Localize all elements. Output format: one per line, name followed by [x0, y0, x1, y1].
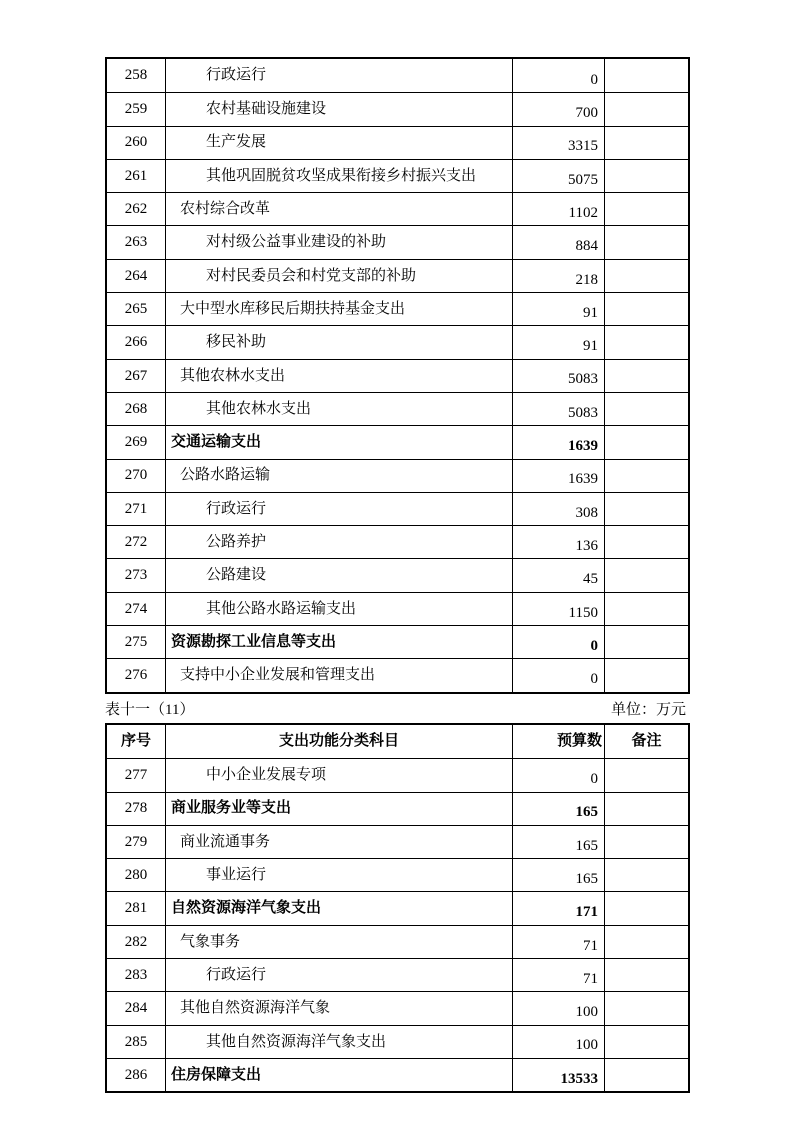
table-row — [107, 558, 688, 591]
row-number: 281 — [124, 900, 148, 917]
row-budget: 100 — [575, 1037, 598, 1054]
row-subject: 自然资源海洋气象支出 — [171, 900, 322, 917]
row-budget: 0 — [590, 637, 598, 654]
row-number: 260 — [124, 134, 148, 151]
row-number-cell — [107, 593, 165, 625]
row-subject: 生产发展 — [206, 134, 267, 151]
row-budget: 71 — [583, 937, 598, 954]
row-subject-cell — [165, 959, 512, 991]
row-budget-cell — [512, 260, 604, 292]
row-note-cell — [604, 1026, 688, 1058]
row-budget-cell — [512, 793, 604, 825]
table-row — [107, 159, 688, 192]
row-budget: 91 — [583, 338, 598, 355]
budget-table-continued — [105, 57, 690, 694]
table-row — [107, 59, 688, 92]
row-number: 270 — [124, 467, 148, 484]
row-note-cell — [604, 59, 688, 92]
row-number: 258 — [124, 67, 148, 84]
row-subject: 交通运输支出 — [171, 434, 262, 451]
row-number: 261 — [124, 167, 148, 184]
row-note-cell — [604, 426, 688, 458]
row-subject-cell — [165, 360, 512, 392]
table-row — [107, 192, 688, 225]
row-subject-cell — [165, 393, 512, 425]
row-number: 269 — [124, 434, 148, 451]
row-number-cell — [107, 659, 165, 691]
row-budget: 0 — [590, 671, 598, 688]
row-subject: 公路养护 — [206, 534, 267, 551]
row-budget: 71 — [583, 970, 598, 987]
row-number-cell — [107, 127, 165, 159]
row-budget: 1639 — [568, 438, 598, 455]
row-number-cell — [107, 260, 165, 292]
row-budget-cell — [512, 326, 604, 358]
table-row — [107, 1058, 688, 1091]
table-row — [107, 359, 688, 392]
row-subject: 事业运行 — [206, 867, 267, 884]
row-subject-cell — [165, 559, 512, 591]
row-budget-cell — [512, 493, 604, 525]
row-budget-cell — [512, 959, 604, 991]
row-number: 273 — [124, 567, 148, 584]
row-subject: 气象事务 — [180, 933, 241, 950]
row-budget: 100 — [575, 1004, 598, 1021]
row-number-cell — [107, 959, 165, 991]
row-subject: 行政运行 — [206, 500, 267, 517]
row-budget: 5083 — [568, 371, 598, 388]
row-number-cell — [107, 626, 165, 658]
row-number: 271 — [124, 500, 148, 517]
row-subject: 公路建设 — [206, 567, 267, 584]
row-budget-cell — [512, 1026, 604, 1058]
row-budget-cell — [512, 193, 604, 225]
row-number: 282 — [124, 933, 148, 950]
table-row — [107, 292, 688, 325]
row-budget: 45 — [583, 571, 598, 588]
row-subject: 中小企业发展专项 — [206, 767, 327, 784]
row-number: 280 — [124, 867, 148, 884]
table-row — [107, 592, 688, 625]
row-budget-cell — [512, 127, 604, 159]
row-note-cell — [604, 793, 688, 825]
budget-table — [105, 723, 690, 1093]
row-number-cell — [107, 193, 165, 225]
row-number-cell — [107, 293, 165, 325]
row-number: 267 — [124, 367, 148, 384]
row-number-cell — [107, 559, 165, 591]
row-budget-cell — [512, 526, 604, 558]
row-note-cell — [604, 260, 688, 292]
table-header-row — [107, 725, 688, 758]
row-number-cell — [107, 859, 165, 891]
row-number: 265 — [124, 300, 148, 317]
row-subject-cell — [165, 992, 512, 1024]
table-row — [107, 325, 688, 358]
row-number: 286 — [124, 1066, 148, 1083]
row-note-cell — [604, 759, 688, 791]
row-subject-cell — [165, 626, 512, 658]
row-subject-cell — [165, 926, 512, 958]
row-number-cell — [107, 1026, 165, 1058]
row-budget-cell — [512, 59, 604, 92]
table-row — [107, 958, 688, 991]
row-subject: 农村基础设施建设 — [206, 101, 327, 118]
row-number-cell — [107, 460, 165, 492]
row-number-cell — [107, 526, 165, 558]
row-subject-cell — [165, 892, 512, 924]
row-note-cell — [604, 1059, 688, 1091]
row-note-cell — [604, 626, 688, 658]
row-number: 272 — [124, 534, 148, 551]
row-subject-cell — [165, 793, 512, 825]
table-row — [107, 492, 688, 525]
row-budget: 165 — [575, 804, 598, 821]
row-note-cell — [604, 326, 688, 358]
row-subject: 其他自然资源海洋气象支出 — [206, 1033, 387, 1050]
row-budget: 308 — [575, 504, 598, 521]
row-budget: 136 — [575, 537, 598, 554]
row-subject: 其他自然资源海洋气象 — [180, 1000, 331, 1017]
row-number: 259 — [124, 101, 148, 118]
row-subject: 对村级公益事业建设的补助 — [206, 234, 387, 251]
row-budget-cell — [512, 859, 604, 891]
row-subject: 其他农林水支出 — [206, 400, 312, 417]
row-subject: 移民补助 — [206, 334, 267, 351]
table-row — [107, 425, 688, 458]
row-number-cell — [107, 326, 165, 358]
table-row — [107, 525, 688, 558]
row-number: 275 — [124, 633, 148, 650]
row-budget: 218 — [575, 271, 598, 288]
row-budget-cell — [512, 759, 604, 791]
row-number-cell — [107, 93, 165, 125]
row-number: 262 — [124, 201, 148, 218]
row-note-cell — [604, 926, 688, 958]
row-number: 276 — [124, 667, 148, 684]
row-budget: 171 — [575, 904, 598, 921]
table-row — [107, 858, 688, 891]
row-budget: 700 — [575, 105, 598, 122]
row-subject-cell — [165, 426, 512, 458]
row-subject-cell — [165, 160, 512, 192]
column-header-budget: 预算数 — [512, 725, 604, 758]
table-row — [107, 792, 688, 825]
row-note-cell — [604, 360, 688, 392]
row-budget: 91 — [583, 304, 598, 321]
row-note-cell — [604, 659, 688, 691]
row-budget-cell — [512, 393, 604, 425]
table-row — [107, 259, 688, 292]
row-budget-cell — [512, 293, 604, 325]
row-subject-cell — [165, 659, 512, 691]
row-subject-cell — [165, 260, 512, 292]
column-header-subject: 支出功能分类科目 — [165, 725, 512, 758]
row-budget: 884 — [575, 238, 598, 255]
row-note-cell — [604, 460, 688, 492]
row-subject: 商业服务业等支出 — [171, 800, 292, 817]
row-note-cell — [604, 859, 688, 891]
row-budget: 5083 — [568, 404, 598, 421]
row-number-cell — [107, 926, 165, 958]
table-row — [107, 1025, 688, 1058]
row-budget-cell — [512, 892, 604, 924]
table-row — [107, 758, 688, 791]
row-note-cell — [604, 559, 688, 591]
row-subject-cell — [165, 326, 512, 358]
row-note-cell — [604, 293, 688, 325]
row-budget-cell — [512, 626, 604, 658]
row-number-cell — [107, 992, 165, 1024]
row-subject-cell — [165, 460, 512, 492]
row-note-cell — [604, 193, 688, 225]
row-number: 264 — [124, 267, 148, 284]
row-number: 263 — [124, 234, 148, 251]
row-subject: 其他农林水支出 — [180, 367, 286, 384]
row-subject-cell — [165, 826, 512, 858]
row-subject: 支持中小企业发展和管理支出 — [180, 667, 376, 684]
table-row — [107, 991, 688, 1024]
row-note-cell — [604, 526, 688, 558]
row-subject-cell — [165, 226, 512, 258]
column-header-index: 序号 — [120, 733, 151, 750]
row-note-cell — [604, 226, 688, 258]
row-subject: 资源勘探工业信息等支出 — [171, 633, 337, 650]
row-budget-cell — [512, 360, 604, 392]
row-number-cell — [107, 226, 165, 258]
row-note-cell — [604, 393, 688, 425]
row-budget: 3315 — [568, 138, 598, 155]
row-note-cell — [604, 959, 688, 991]
row-budget-cell — [512, 460, 604, 492]
row-subject-cell — [165, 1059, 512, 1091]
row-subject-cell — [165, 493, 512, 525]
row-number: 277 — [124, 767, 148, 784]
row-budget: 5075 — [568, 171, 598, 188]
row-budget-cell — [512, 926, 604, 958]
table-row — [107, 658, 688, 691]
row-note-cell — [604, 127, 688, 159]
row-note-cell — [604, 160, 688, 192]
row-subject-cell — [165, 59, 512, 92]
row-subject-cell — [165, 526, 512, 558]
row-number-cell — [107, 759, 165, 791]
row-number: 278 — [124, 800, 148, 817]
row-subject: 行政运行 — [206, 67, 267, 84]
row-subject-cell — [165, 593, 512, 625]
table-caption: 表十一（11） — [105, 701, 195, 718]
row-subject: 其他公路水路运输支出 — [206, 600, 357, 617]
row-number: 284 — [124, 1000, 148, 1017]
unit-label: 单位：万元 — [610, 701, 686, 718]
row-number: 266 — [124, 334, 148, 351]
row-budget: 0 — [590, 71, 598, 88]
table-row — [107, 625, 688, 658]
row-number: 274 — [124, 600, 148, 617]
row-note-cell — [604, 493, 688, 525]
row-budget-cell — [512, 1059, 604, 1091]
row-budget-cell — [512, 426, 604, 458]
row-budget-cell — [512, 160, 604, 192]
row-subject-cell — [165, 1026, 512, 1058]
row-subject-cell — [165, 127, 512, 159]
row-subject: 行政运行 — [206, 966, 267, 983]
row-note-cell — [604, 992, 688, 1024]
row-budget: 165 — [575, 837, 598, 854]
column-header-note: 备注 — [604, 725, 688, 758]
row-number-cell — [107, 160, 165, 192]
row-subject-cell — [165, 293, 512, 325]
row-subject-cell — [165, 93, 512, 125]
row-budget: 13533 — [560, 1070, 598, 1087]
row-number-cell — [107, 1059, 165, 1091]
row-number-cell — [107, 826, 165, 858]
row-subject: 其他巩固脱贫攻坚成果衔接乡村振兴支出 — [206, 167, 477, 184]
row-subject-cell — [165, 759, 512, 791]
row-subject-cell — [165, 193, 512, 225]
row-subject: 对村民委员会和村党支部的补助 — [206, 267, 417, 284]
table-row — [107, 459, 688, 492]
row-note-cell — [604, 826, 688, 858]
table-row — [107, 92, 688, 125]
row-note-cell — [604, 593, 688, 625]
row-number-cell — [107, 360, 165, 392]
row-budget-cell — [512, 593, 604, 625]
table-row — [107, 392, 688, 425]
table-row — [107, 225, 688, 258]
row-subject: 商业流通事务 — [180, 833, 271, 850]
row-budget-cell — [512, 826, 604, 858]
row-budget: 0 — [590, 771, 598, 788]
table-row — [107, 925, 688, 958]
row-number-cell — [107, 426, 165, 458]
row-number-cell — [107, 793, 165, 825]
table-row — [107, 825, 688, 858]
row-budget: 1102 — [568, 204, 598, 221]
row-note-cell — [604, 93, 688, 125]
row-budget-cell — [512, 559, 604, 591]
row-budget-cell — [512, 93, 604, 125]
row-budget: 1639 — [568, 471, 598, 488]
row-number-cell — [107, 892, 165, 924]
row-budget-cell — [512, 659, 604, 691]
row-number-cell — [107, 59, 165, 92]
row-budget-cell — [512, 226, 604, 258]
row-budget-cell — [512, 992, 604, 1024]
table-caption-bar — [105, 693, 690, 723]
row-number: 283 — [124, 966, 148, 983]
row-note-cell — [604, 892, 688, 924]
row-subject: 农村综合改革 — [180, 201, 271, 218]
row-number: 285 — [124, 1033, 148, 1050]
table-row — [107, 891, 688, 924]
row-budget: 165 — [575, 870, 598, 887]
row-number: 279 — [124, 833, 148, 850]
row-subject: 住房保障支出 — [171, 1066, 262, 1083]
row-subject: 公路水路运输 — [180, 467, 271, 484]
row-number-cell — [107, 493, 165, 525]
row-number-cell — [107, 393, 165, 425]
row-number: 268 — [124, 400, 148, 417]
row-budget: 1150 — [568, 604, 598, 621]
table-row — [107, 126, 688, 159]
row-subject-cell — [165, 859, 512, 891]
row-subject: 大中型水库移民后期扶持基金支出 — [180, 300, 406, 317]
